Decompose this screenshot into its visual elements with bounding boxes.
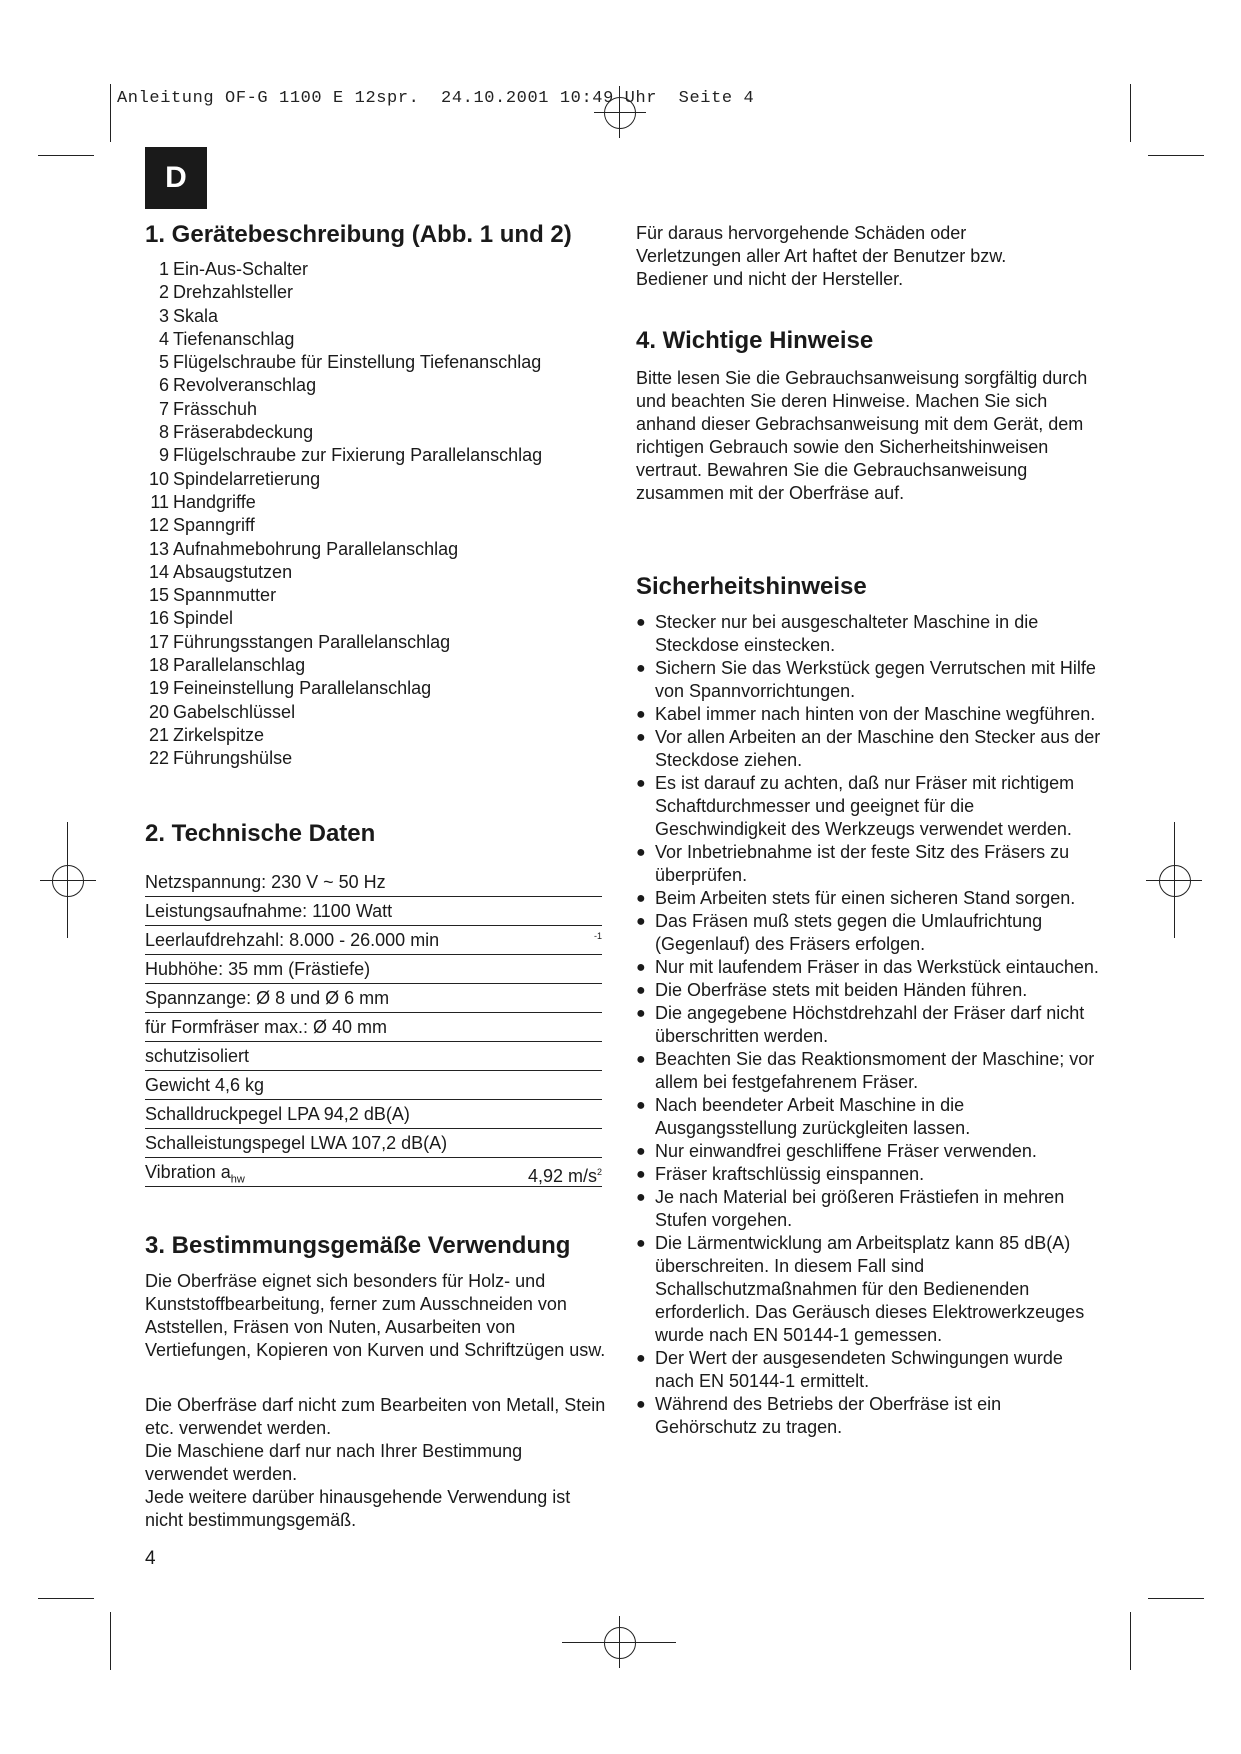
component-label: Drehzahlsteller xyxy=(173,282,294,303)
safety-item xyxy=(636,657,1106,703)
safety-title: Sicherheitshinweise xyxy=(636,573,867,600)
registration-mark-bottom-h xyxy=(562,1642,676,1643)
safety-item xyxy=(636,956,1106,979)
bullet-icon: ● xyxy=(636,1189,646,1206)
component-label: Spannmutter xyxy=(173,585,277,606)
safety-item-text: Das Fräsen muß stets gegen die Umlaufrichtung (Gegenlauf) des Fräsers erfolgen. xyxy=(655,911,1043,954)
component-number: 12 xyxy=(148,515,169,536)
bullet-icon: ● xyxy=(636,1396,646,1413)
bullet-icon: ● xyxy=(636,913,646,930)
crop-mark xyxy=(1130,84,1131,142)
tech-row-label: schutzisoliert xyxy=(145,1046,250,1066)
component-number: 16 xyxy=(148,608,169,629)
language-badge: D xyxy=(145,147,207,209)
bullet-icon: ● xyxy=(636,890,646,907)
crop-mark xyxy=(1130,1612,1131,1670)
component-number: 4 xyxy=(158,328,169,349)
safety-item xyxy=(636,1002,1106,1048)
bullet-icon: ● xyxy=(636,729,646,746)
bullet-icon: ● xyxy=(636,1051,646,1068)
usage-paragraph-4: Jede weitere darüber hinausgehende Verwendung ist nicht bestimmungsgemäß. xyxy=(145,1487,571,1530)
bullet-icon: ● xyxy=(636,614,646,631)
component-number: 9 xyxy=(158,445,169,466)
bullet-icon: ● xyxy=(636,844,646,861)
section-2-title: 2. Technische Daten xyxy=(145,820,376,847)
component-number: 20 xyxy=(148,701,169,722)
safety-item-text: Vor allen Arbeiten an der Maschine den Stecker aus der Steckdose ziehen. xyxy=(655,727,1101,770)
component-label: Führungsstangen Parallelanschlag xyxy=(173,631,451,652)
registration-mark-right-h xyxy=(1146,880,1202,881)
component-item xyxy=(143,421,542,444)
bullet-icon: ● xyxy=(636,660,646,677)
important-notes-paragraph: Bitte lesen Sie die Gebrauchsanweisung sorgfältig durch und beachten Sie deren Hinweise. Machen Sie sich anhand dieser Gebrachsanweisung mit dem Gerät, dem richtigen Gebrauch sowie den Sicherheitshinweisen vertraut. Bewahren Sie die Gebrauchsanweisung zusammen mit der Oberfräse auf. xyxy=(636,368,1088,503)
safety-item xyxy=(636,910,1106,956)
component-item xyxy=(143,701,542,724)
component-item xyxy=(143,514,542,537)
component-label: Feineinstellung Parallelanschlag xyxy=(173,678,432,699)
safety-item xyxy=(636,1393,1106,1439)
tech-row xyxy=(145,926,602,955)
tech-row-label: Leistungsaufnahme: 1100 Watt xyxy=(145,901,393,921)
crop-mark xyxy=(1148,155,1204,156)
print-header: Anleitung OF-G 1100 E 12spr. 24.10.2001 10:49 Uhr Seite 4 xyxy=(117,89,755,108)
bullet-icon: ● xyxy=(636,959,646,976)
safety-item xyxy=(636,841,1106,887)
safety-item xyxy=(636,611,1106,657)
bullet-icon: ● xyxy=(636,1235,646,1252)
safety-item-text: Vor Inbetriebnahme ist der feste Sitz des Fräsers zu überprüfen. xyxy=(655,842,1070,885)
component-label: Flügelschraube zur Fixierung Parallelanschlag xyxy=(173,445,543,466)
component-number: 3 xyxy=(158,305,169,326)
component-item xyxy=(143,538,542,561)
component-number: 14 xyxy=(148,561,169,582)
component-item xyxy=(143,561,542,584)
component-label: Flügelschraube für Einstellung Tiefenanschlag xyxy=(173,352,542,373)
component-item xyxy=(143,351,542,374)
component-label: Skala xyxy=(173,305,219,326)
bullet-icon: ● xyxy=(636,1166,646,1183)
component-label: Führungshülse xyxy=(173,748,293,769)
tech-row xyxy=(145,897,602,926)
crop-mark xyxy=(1148,1598,1204,1599)
component-item xyxy=(143,374,542,397)
section-4-title: 4. Wichtige Hinweise xyxy=(636,327,874,354)
tech-row xyxy=(145,984,602,1013)
tech-row-label: Gewicht 4,6 kg xyxy=(145,1075,265,1095)
tech-row-vibration xyxy=(145,1158,602,1187)
component-label: Aufnahmebohrung Parallelanschlag xyxy=(173,538,459,559)
component-number: 10 xyxy=(148,468,169,489)
tech-row xyxy=(145,868,602,897)
safety-item-text: Nur einwandfrei geschliffene Fräser verwenden. xyxy=(655,1141,1037,1161)
tech-row-label: Schalldruckpegel LPA 94,2 dB(A) xyxy=(145,1104,410,1124)
bullet-icon: ● xyxy=(636,775,646,792)
bullet-icon: ● xyxy=(636,1350,646,1367)
section-3-title: 3. Bestimmungsgemäße Verwendung xyxy=(145,1232,571,1259)
safety-list xyxy=(636,611,1106,1439)
tech-row-label: Schalleistungspegel LWA 107,2 dB(A) xyxy=(145,1133,448,1153)
component-label: Absaugstutzen xyxy=(173,561,293,582)
vibration-unit-sup: 2 xyxy=(596,1167,602,1177)
safety-item xyxy=(636,703,1106,726)
tech-row xyxy=(145,1100,602,1129)
component-number: 2 xyxy=(158,282,169,303)
component-item xyxy=(143,328,542,351)
component-label: Gabelschlüssel xyxy=(173,701,296,722)
safety-item xyxy=(636,1094,1106,1140)
safety-item xyxy=(636,1048,1106,1094)
component-item xyxy=(143,724,542,747)
component-label: Revolveranschlag xyxy=(173,375,317,396)
component-label: Spindel xyxy=(173,608,234,629)
tech-row xyxy=(145,955,602,984)
safety-item-text: Beachten Sie das Reaktionsmoment der Maschine; vor allem bei festgefahrenem Fräser. xyxy=(655,1049,1095,1092)
safety-item-text: Die Lärmentwicklung am Arbeitsplatz kann 85 dB(A) überschreiten. In diesem Fall sind Schallschutzmaßnahmen für den Bedienenden erforderlich. Das Geräusch dieses Elektrowerkzeuges wurde nach EN 50144-1 gemessen. xyxy=(655,1233,1085,1345)
component-item xyxy=(143,654,542,677)
component-number: 21 xyxy=(148,724,169,745)
vibration-value: 4,92 m/s xyxy=(527,1166,597,1186)
usage-paragraph-2: Die Oberfräse darf nicht zum Bearbeiten von Metall, Stein etc. verwendet werden. xyxy=(145,1395,606,1438)
safety-item xyxy=(636,1163,1106,1186)
tech-row-label: Netzspannung: 230 V ~ 50 Hz xyxy=(145,872,386,892)
tech-row-label: Leerlaufdrehzahl: 8.000 - 26.000 min xyxy=(145,930,440,950)
component-item xyxy=(143,747,542,770)
component-label: Tiefenanschlag xyxy=(173,328,295,349)
component-number: 19 xyxy=(148,678,169,699)
safety-item-text: Sichern Sie das Werkstück gegen Verrutschen mit Hilfe von Spannvorrichtungen. xyxy=(655,658,1096,701)
component-item xyxy=(143,631,542,654)
safety-item xyxy=(636,1347,1106,1393)
component-item xyxy=(143,398,542,421)
liability-paragraph: Für daraus hervorgehende Schäden oder Verletzungen aller Art haftet der Benutzer bzw. Bediener und nicht der Hersteller. xyxy=(636,223,1007,289)
registration-mark-left xyxy=(52,865,84,897)
safety-item xyxy=(636,979,1106,1002)
safety-item xyxy=(636,772,1106,841)
component-number: 7 xyxy=(158,398,169,419)
component-number: 22 xyxy=(148,748,169,769)
safety-item-text: Nach beendeter Arbeit Maschine in die Ausgangsstellung zurückgleiten lassen. xyxy=(655,1095,971,1138)
component-number: 13 xyxy=(148,538,169,559)
component-number: 15 xyxy=(148,585,169,606)
tech-row xyxy=(145,1042,602,1071)
registration-mark-left-h xyxy=(40,880,96,881)
component-label: Frässchuh xyxy=(173,398,258,419)
safety-item xyxy=(636,1186,1106,1232)
tech-row-label: für Formfräser max.: Ø 40 mm xyxy=(145,1017,388,1037)
component-label: Spindelarretierung xyxy=(173,468,321,489)
component-number: 1 xyxy=(158,259,169,279)
component-item xyxy=(143,584,542,607)
bullet-icon: ● xyxy=(636,1005,646,1022)
registration-mark-bottom xyxy=(604,1627,636,1659)
component-number: 18 xyxy=(148,655,169,676)
registration-mark-top-h xyxy=(594,112,646,113)
crop-mark xyxy=(38,155,94,156)
component-number: 11 xyxy=(150,491,169,512)
tech-row xyxy=(145,1013,602,1042)
safety-item-text: Die angegebene Höchstdrehzahl der Fräser darf nicht überschritten werden. xyxy=(655,1003,1085,1046)
component-label: Fräserabdeckung xyxy=(173,422,314,443)
safety-item-text: Je nach Material bei größeren Frästiefen in mehren Stufen vorgehen. xyxy=(655,1187,1065,1230)
safety-item xyxy=(636,1140,1106,1163)
tech-row-superscript: -1 xyxy=(593,931,602,941)
component-list xyxy=(143,258,542,771)
safety-item-text: Es ist darauf zu achten, daß nur Fräser mit richtigem Schaftdurchmesser und geeignet für die Geschwindigkeit des Werkzeugs verwendet werden. xyxy=(655,773,1075,839)
component-item xyxy=(143,444,542,467)
registration-mark-right xyxy=(1159,865,1191,897)
tech-row xyxy=(145,1071,602,1100)
component-label: Spanngriff xyxy=(173,515,255,536)
safety-item xyxy=(636,887,1106,910)
safety-item-text: Beim Arbeiten stets für einen sicheren Stand sorgen. xyxy=(655,888,1076,908)
component-item xyxy=(143,468,542,491)
safety-item-text: Kabel immer nach hinten von der Maschine wegführen. xyxy=(655,704,1096,724)
section-1-title: 1. Gerätebeschreibung (Abb. 1 und 2) xyxy=(145,221,572,248)
safety-item-text: Der Wert der ausgesendeten Schwingungen wurde nach EN 50144-1 ermittelt. xyxy=(655,1348,1063,1391)
tech-row-label: Hubhöhe: 35 mm (Frästiefe) xyxy=(145,959,371,979)
safety-item xyxy=(636,1232,1106,1347)
crop-mark xyxy=(38,1598,94,1599)
component-label: Ein-Aus-Schalter xyxy=(173,259,309,279)
tech-row-label: Spannzange: Ø 8 und Ø 6 mm xyxy=(145,988,390,1008)
bullet-icon: ● xyxy=(636,706,646,723)
bullet-icon: ● xyxy=(636,1143,646,1160)
component-item xyxy=(143,491,542,514)
vibration-subscript: hw xyxy=(230,1173,245,1186)
component-item xyxy=(143,607,542,630)
tech-row xyxy=(145,1129,602,1158)
vibration-label: Vibration a xyxy=(145,1162,231,1182)
component-number: 5 xyxy=(158,352,169,373)
component-item xyxy=(143,677,542,700)
component-number: 6 xyxy=(158,375,169,396)
component-item xyxy=(143,305,542,328)
safety-item-text: Während des Betriebs der Oberfräse ist ein Gehörschutz zu tragen. xyxy=(655,1394,1002,1437)
safety-item-text: Fräser kraftschlüssig einspannen. xyxy=(655,1164,925,1184)
component-label: Zirkelspitze xyxy=(173,724,265,745)
bullet-icon: ● xyxy=(636,982,646,999)
crop-mark xyxy=(110,1612,111,1670)
bullet-icon: ● xyxy=(636,1097,646,1114)
page-number: 4 xyxy=(145,1548,156,1569)
safety-item-text: Die Oberfräse stets mit beiden Händen führen. xyxy=(655,980,1028,1000)
crop-mark xyxy=(110,84,111,142)
usage-paragraph-3: Die Maschiene darf nur nach Ihrer Bestimmung verwendet werden. xyxy=(145,1441,523,1484)
component-label: Parallelanschlag xyxy=(173,655,306,676)
safety-item-text: Nur mit laufendem Fräser in das Werkstück eintauchen. xyxy=(655,957,1099,977)
component-label: Handgriffe xyxy=(173,491,256,512)
component-number: 8 xyxy=(158,422,169,443)
safety-item xyxy=(636,726,1106,772)
component-item xyxy=(143,258,542,281)
component-number: 17 xyxy=(148,631,169,652)
usage-paragraph-1: Die Oberfräse eignet sich besonders für Holz- und Kunststoffbearbeitung, ferner zum Ausschneiden von Aststellen, Fräsen von Nuten, Ausarbeiten von Vertiefungen, Kopieren von Kurven und Schriftzügen usw. xyxy=(145,1271,606,1360)
technical-data-table xyxy=(145,868,602,1187)
component-item xyxy=(143,281,542,304)
safety-item-text: Stecker nur bei ausgeschalteter Maschine in die Steckdose einstecken. xyxy=(655,612,1039,655)
